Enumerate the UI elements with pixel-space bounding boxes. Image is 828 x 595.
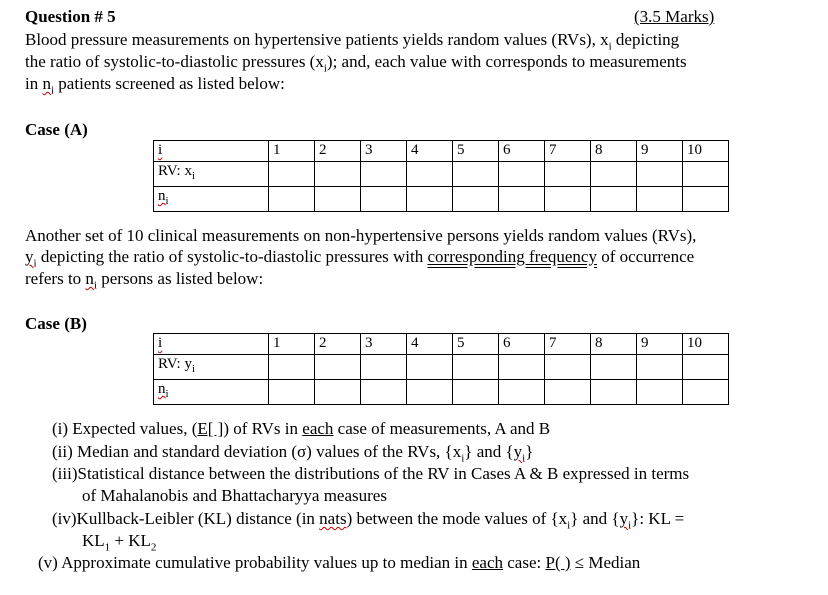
rv-cell[interactable] [315, 162, 361, 187]
case-b-rv-row [154, 355, 729, 380]
rv-cell[interactable] [499, 162, 545, 187]
case-a-table [153, 140, 729, 212]
n-cell[interactable] [683, 187, 729, 212]
case-b-index-row [154, 334, 729, 355]
index-cell: 2 [315, 334, 361, 355]
n-cell[interactable] [499, 380, 545, 405]
index-cell: 1 [269, 141, 315, 162]
n-header-cell: $n_i$ [154, 380, 269, 405]
n-cell[interactable] [591, 380, 637, 405]
index-cell: 10 [683, 334, 729, 355]
index-cell: 4 [407, 141, 453, 162]
case-b-table [153, 333, 729, 405]
rv-cell[interactable] [453, 162, 499, 187]
n-cell[interactable] [407, 380, 453, 405]
corresponding-frequency-text: corresponding frequency [427, 247, 597, 266]
case-a-n-row [154, 187, 729, 212]
case-a-index-row [154, 141, 729, 162]
rv-cell[interactable] [637, 355, 683, 380]
n-cell[interactable] [637, 187, 683, 212]
n-cell[interactable] [545, 187, 591, 212]
rv-cell[interactable] [591, 162, 637, 187]
intro-line-1: Blood pressure measurements on hypertensive patients yields random values (RVs), $x_i$ depicting [25, 30, 680, 53]
question-marks: (3.5 Marks) [634, 7, 715, 26]
index-cell: 6 [499, 141, 545, 162]
rv-cell[interactable] [591, 355, 637, 380]
n-cell[interactable] [545, 380, 591, 405]
index-cell: 7 [545, 141, 591, 162]
case-b-n-row [154, 380, 729, 405]
rv-cell[interactable] [407, 162, 453, 187]
rv-cell[interactable] [683, 162, 729, 187]
n-cell[interactable] [269, 187, 315, 212]
n-cell[interactable] [499, 187, 545, 212]
rv-cell[interactable] [683, 355, 729, 380]
index-cell: 5 [453, 141, 499, 162]
part-iii-line-2: of Mahalanobis and Bhattacharyya measures [82, 486, 387, 505]
rv-cell[interactable] [315, 355, 361, 380]
rv-cell[interactable] [269, 355, 315, 380]
index-header-cell: i [154, 334, 269, 355]
n-cell[interactable] [361, 380, 407, 405]
n-cell[interactable] [315, 380, 361, 405]
index-cell: 4 [407, 334, 453, 355]
rv-cell[interactable] [269, 162, 315, 187]
rv-cell[interactable] [545, 162, 591, 187]
middle-line-3: refers to $n_i$ persons as listed below: [25, 269, 264, 292]
part-v: (v) Approximate cumulative probability values up to median in each case: P( ) ≤ Median [38, 553, 641, 572]
index-cell: 3 [361, 334, 407, 355]
case-a-label: Case (A) [25, 120, 88, 139]
n-cell[interactable] [269, 380, 315, 405]
index-cell: 2 [315, 141, 361, 162]
n-cell[interactable] [315, 187, 361, 212]
index-cell: 10 [683, 141, 729, 162]
index-cell: 8 [591, 334, 637, 355]
n-cell[interactable] [453, 187, 499, 212]
index-cell: 7 [545, 334, 591, 355]
part-iv-line-2: $KL_1 + KL_2$ [82, 531, 157, 554]
part-i: (i) Expected values, (E[ ]) of RVs in each case of measurements, A and B [52, 419, 551, 438]
index-cell: 9 [637, 334, 683, 355]
rv-cell[interactable] [545, 355, 591, 380]
n-cell[interactable] [591, 187, 637, 212]
intro-line-2: the ratio of systolic-to-diastolic pressures $(x_i)$; and, each value with corresponds to measurements [25, 52, 687, 75]
rv-cell[interactable] [361, 162, 407, 187]
n-i-symbol: $n_i$ [42, 74, 55, 97]
index-header-cell: i [154, 141, 269, 162]
index-cell: 5 [453, 334, 499, 355]
n-cell[interactable] [407, 187, 453, 212]
rv-header-cell: RV: $y_i$ [154, 355, 269, 380]
index-cell: 3 [361, 141, 407, 162]
n-cell[interactable] [637, 380, 683, 405]
case-b-label: Case (B) [25, 314, 87, 333]
rv-cell[interactable] [361, 355, 407, 380]
index-cell: 9 [637, 141, 683, 162]
part-iii-line-1: (iii)Statistical distance between the distributions of the RV in Cases A & B expressed in terms [52, 464, 690, 483]
n-cell[interactable] [361, 187, 407, 212]
rv-header-cell: RV: $x_i$ [154, 162, 269, 187]
rv-cell[interactable] [499, 355, 545, 380]
index-cell: 1 [269, 334, 315, 355]
rv-cell[interactable] [453, 355, 499, 380]
n-header-cell: $n_i$ [154, 187, 269, 212]
rv-cell[interactable] [637, 162, 683, 187]
rv-cell[interactable] [407, 355, 453, 380]
question-title: Question # 5 [25, 7, 116, 26]
index-cell: 6 [499, 334, 545, 355]
n-cell[interactable] [453, 380, 499, 405]
middle-line-2: $y_i$ depicting the ratio of systolic-to-diastolic pressures with corresponding frequency of occurrence [25, 247, 695, 270]
index-cell: 8 [591, 141, 637, 162]
part-iv-line-1: (iv)Kullback-Leibler (KL) distance (in nats) between the mode values of $\{x_i\}$ and $\{y_i\}$: KL = [52, 509, 685, 532]
case-a-rv-row [154, 162, 729, 187]
part-ii: (ii) Median and standard deviation (σ) values of the RVs, $\{x_i\}$ and $\{y_i\}$ [52, 442, 534, 465]
n-cell[interactable] [683, 380, 729, 405]
intro-line-3: in $n_i$ patients screened as listed below: [25, 74, 285, 97]
middle-line-1: Another set of 10 clinical measurements on non-hypertensive persons yields random values (RVs), [25, 226, 697, 245]
